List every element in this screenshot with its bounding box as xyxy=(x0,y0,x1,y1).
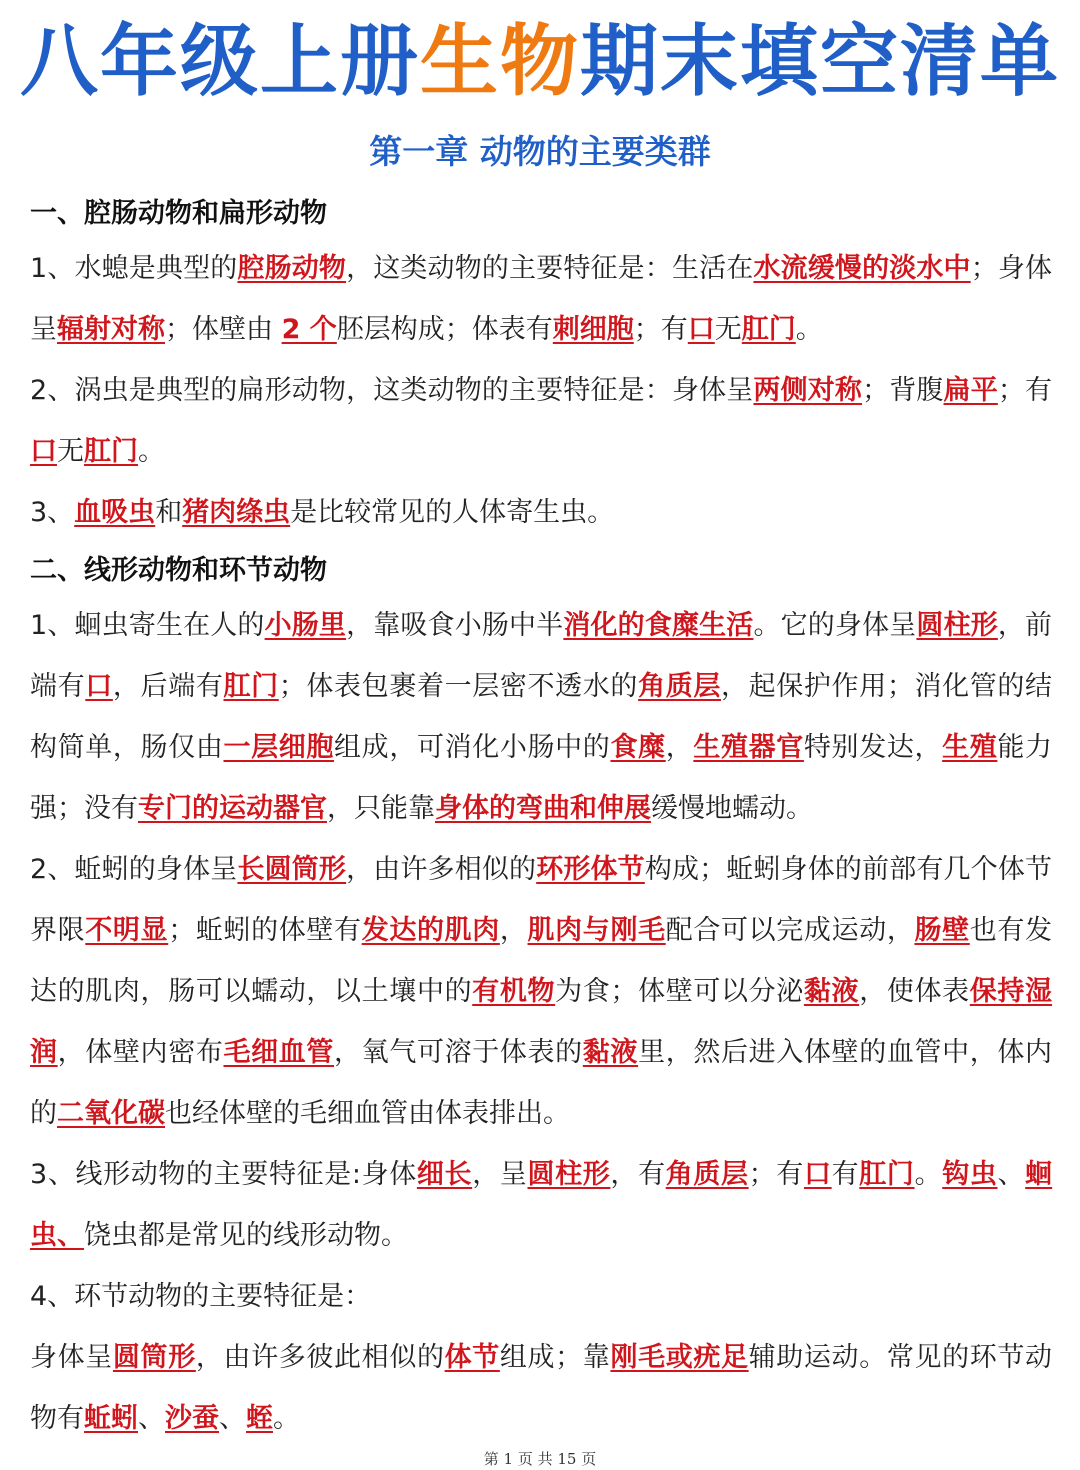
text-segment: 缓慢地蠕动。 xyxy=(651,793,813,824)
paragraph xyxy=(30,1327,1052,1449)
text-segment: ，只能靠 xyxy=(327,793,435,824)
answer-blank: 食糜 xyxy=(610,732,666,763)
paragraph xyxy=(30,1266,1052,1327)
text-segment: 。 xyxy=(138,436,165,467)
answer-blank: 肛门 xyxy=(859,1159,915,1190)
answer-blank: 两侧对称 xyxy=(753,375,863,406)
answer-blank: 毛细血管 xyxy=(223,1037,335,1068)
text-segment: ；有 xyxy=(633,314,688,345)
text-segment: 、 xyxy=(219,1403,246,1434)
page-footer: 第 1 页 共 15 页 xyxy=(483,1450,597,1468)
text-segment: 特别发达， xyxy=(803,732,943,763)
answer-blank: 角质层 xyxy=(665,1159,749,1190)
text-segment: 无 xyxy=(714,314,742,345)
answer-blank: 有机物 xyxy=(472,976,556,1007)
answer-blank: 圆筒形 xyxy=(112,1342,196,1373)
text-segment: 有 xyxy=(831,1159,860,1190)
text-segment: ，后端有 xyxy=(112,671,224,702)
answer-blank: 沙蚕 xyxy=(165,1403,219,1434)
text-segment: 3、线形动物的主要特征是:身体 xyxy=(30,1159,417,1190)
text-segment: 、 xyxy=(997,1159,1026,1190)
text-segment: 组成；靠 xyxy=(499,1342,611,1373)
answer-blank: 蚯蚓 xyxy=(84,1403,138,1434)
answer-blank: 生殖器官 xyxy=(693,732,804,763)
text-segment: 1、水螅是典型的 xyxy=(30,253,238,284)
text-segment: 为食；体壁可以分泌 xyxy=(555,976,804,1007)
answer-blank: 黏液 xyxy=(582,1037,639,1068)
answer-blank: 口 xyxy=(85,671,113,702)
answer-blank: 水流缓慢的淡水中 xyxy=(753,253,971,284)
answer-blank: 口 xyxy=(803,1159,832,1190)
answer-blank: 专门的运动器官 xyxy=(138,793,327,824)
text-segment: ， xyxy=(499,915,528,946)
answer-blank: 生殖 xyxy=(942,732,998,763)
text-segment: 无 xyxy=(57,436,84,467)
text-segment: 。 xyxy=(795,314,823,345)
answer-blank: 一层细胞 xyxy=(223,732,335,763)
chapter-heading: 第一章 动物的主要类群 xyxy=(369,132,711,171)
answer-blank: 圆柱形 xyxy=(916,610,998,641)
text-segment: ；有 xyxy=(997,375,1053,406)
answer-blank: 发达的肌肉 xyxy=(361,915,500,946)
text-segment: 4、环节动物的主要特征是： xyxy=(30,1281,372,1312)
text-segment: ，有 xyxy=(610,1159,666,1190)
answer-blank: 角质层 xyxy=(638,671,721,702)
answer-blank: 肛门 xyxy=(223,671,279,702)
answer-blank: 肠壁 xyxy=(914,915,970,946)
answer-blank: 黏液 xyxy=(803,976,860,1007)
answer-blank: 肛门 xyxy=(741,314,796,345)
answer-blank: 刚毛或疣足 xyxy=(610,1342,749,1373)
text-segment: ；背腹 xyxy=(862,375,944,406)
text-segment: ；体表包裹着一层密不透水的 xyxy=(278,671,639,702)
section-heading: 二、线形动物和环节动物 xyxy=(30,555,327,586)
answer-blank: 血吸虫 xyxy=(74,497,156,528)
text-segment: 1、蛔虫寄生在人的 xyxy=(30,610,265,641)
title-part2: 期末填空清单 xyxy=(580,17,1061,107)
answer-blank: 2 个 xyxy=(281,314,337,345)
text-segment: ，这类动物的主要特征是：生活在 xyxy=(346,253,754,284)
paragraph xyxy=(30,238,1052,360)
text-segment: 也经体壁的毛细血管由体表排出。 xyxy=(165,1098,570,1129)
text-segment: 身体呈 xyxy=(30,1342,113,1373)
answer-blank: 体节 xyxy=(444,1342,500,1373)
section-heading: 一、腔肠动物和扁形动物 xyxy=(30,198,327,229)
text-segment: 。 xyxy=(273,1403,300,1434)
text-segment: ，氧气可溶于体表的 xyxy=(334,1037,583,1068)
answer-blank: 辐射对称 xyxy=(57,314,165,345)
document-body xyxy=(30,188,1052,1449)
text-segment: ，由许多相似的 xyxy=(346,854,537,885)
answer-blank: 细长 xyxy=(416,1159,473,1190)
document-title xyxy=(0,14,1080,110)
text-segment: 和 xyxy=(155,497,183,528)
answer-blank: 肌肉与刚毛 xyxy=(527,915,666,946)
answer-blank: 二氧化碳 xyxy=(57,1098,165,1129)
answer-blank: 圆柱形 xyxy=(527,1159,611,1190)
text-segment: ；有 xyxy=(748,1159,804,1190)
text-segment: 3、 xyxy=(30,497,75,528)
answer-blank: 保持湿润 xyxy=(30,976,1053,1068)
text-segment: ；蚯蚓的体壁有 xyxy=(168,915,362,946)
text-segment: 组成，可消化小肠中的 xyxy=(334,732,611,763)
paragraph xyxy=(30,360,1052,482)
text-segment: 饶虫都是常见的线形动物。 xyxy=(84,1220,408,1251)
paragraph xyxy=(30,482,1052,543)
answer-blank: 腔肠动物 xyxy=(237,253,347,284)
paragraph xyxy=(30,595,1052,839)
text-segment: ， xyxy=(665,732,694,763)
answer-blank: 口 xyxy=(30,436,57,467)
text-segment: 能力强；没有 xyxy=(30,732,1053,824)
answer-blank: 蛭 xyxy=(246,1403,273,1434)
answer-blank: 消化的食糜生活 xyxy=(563,610,754,641)
text-segment: 也有发达的肌肉，肠可以蠕动，以土壤中的 xyxy=(30,915,1053,1007)
answer-blank: 长圆筒形 xyxy=(237,854,347,885)
answer-blank: 口 xyxy=(687,314,715,345)
text-segment: ，使体表 xyxy=(859,976,970,1007)
text-segment: ，呈 xyxy=(472,1159,528,1190)
text-segment: 2、涡虫是典型的扁形动物，这类动物的主要特征是：身体呈 xyxy=(30,375,754,406)
text-segment: 、 xyxy=(138,1403,165,1434)
text-segment: ，起保护作用；消化管的结构简单，肠仅由 xyxy=(30,671,1053,763)
paragraph xyxy=(30,839,1052,1144)
text-segment: ；体壁由 xyxy=(165,314,282,345)
answer-blank: 身体的弯曲和伸展 xyxy=(435,793,651,824)
text-segment: ，体壁内密布 xyxy=(57,1037,224,1068)
answer-blank: 钩虫 xyxy=(942,1159,998,1190)
text-segment: 配合可以完成运动， xyxy=(665,915,915,946)
answer-blank: 不明显 xyxy=(85,915,169,946)
answer-blank: 肛门 xyxy=(84,436,138,467)
text-segment: ；身体呈 xyxy=(30,253,1053,345)
text-segment: 2、蚯蚓的身体呈 xyxy=(30,854,238,885)
text-segment: 构成；蚯蚓身体的前部有几个体节界限 xyxy=(30,854,1053,946)
title-part1: 八年级上册 xyxy=(19,17,420,107)
text-segment: 辅助运动。常见的环节动物有 xyxy=(30,1342,1053,1434)
answer-blank: 扁平 xyxy=(943,375,998,406)
text-segment: 胚层构成；体表有 xyxy=(336,314,553,345)
text-segment: ，前端有 xyxy=(30,610,1053,702)
text-segment: ，靠吸食小肠中半 xyxy=(346,610,564,641)
text-segment: 是比较常见的人体寄生虫。 xyxy=(290,497,615,528)
paragraph xyxy=(30,1144,1052,1266)
answer-blank: 刺细胞 xyxy=(552,314,634,345)
title-highlight: 生物 xyxy=(419,17,580,107)
answer-blank: 猪肉绦虫 xyxy=(182,497,291,528)
answer-blank: 蛔虫、 xyxy=(30,1159,1053,1251)
text-segment: 。它的身体呈 xyxy=(753,610,917,641)
answer-blank: 环形体节 xyxy=(536,854,645,885)
text-segment: ，由许多彼此相似的 xyxy=(195,1342,445,1373)
answer-blank: 小肠里 xyxy=(264,610,347,641)
text-segment: 里，然后进入体壁的血管中，体内的 xyxy=(30,1037,1053,1129)
text-segment: 。 xyxy=(914,1159,943,1190)
